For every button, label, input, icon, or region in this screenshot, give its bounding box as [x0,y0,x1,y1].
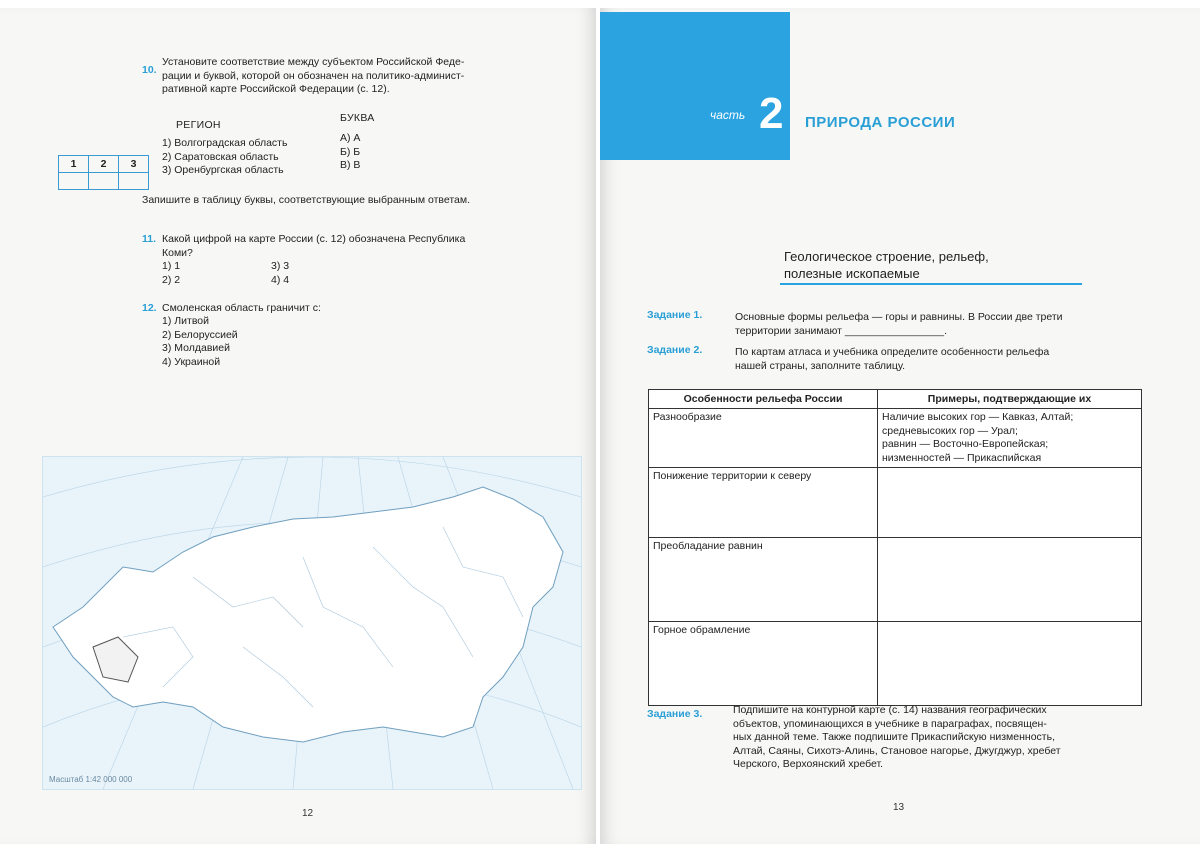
table-row [649,468,1142,538]
q11-text [162,233,465,260]
example-line: равнин — Восточно-Европейская; [882,438,1049,450]
right-page [600,8,1200,844]
table-row [649,622,1142,706]
relief-answer-cell[interactable] [878,622,1142,706]
q10-region: 3) Оренбургская область [162,164,284,176]
q12-option: 1) Литвой [162,315,209,327]
answer-header: 2 [89,156,119,173]
task1-line: Основные формы рельефа — горы и равнины. В России две трети [735,311,1063,323]
q12-option: 2) Белоруссией [162,328,238,341]
q10-regions [162,137,287,178]
q10-letters [340,132,360,173]
q11-options-a [162,260,180,287]
q11-number: 11. [142,233,157,245]
q11-options-b [271,260,289,287]
relief-table [648,389,1142,706]
q10-line: рации и буквой, которой он обозначен на политико-админист- [162,69,465,82]
part-label: часть [710,108,746,122]
relief-feature: Горное обрамление [649,622,878,706]
task3-line: Алтай, Саяны, Сихотэ-Алинь, Становое нагорье, Джугджур, хребет [733,744,1061,757]
part-number: 2 [759,89,784,138]
q12-text: Смоленская область граничит с: [162,302,321,314]
answer-cell[interactable] [89,173,119,190]
section-title [784,248,1084,282]
q10-letter: В) В [340,159,361,171]
task3-line: ных данной теме. Также подпишите Прикаспийскую низменность, [733,731,1055,743]
q11-option: 1) 1 [162,260,181,272]
q10-instruction: Запишите в таблицу буквы, соответствующие выбранным ответам. [142,194,470,206]
left-page [0,8,596,844]
task2-label: Задание 2. [647,344,703,356]
section-title-line: Геологическое строение, рельеф, [784,249,989,264]
task3-line: Подпишите на контурной карте (с. 14) названия географических [733,704,1047,716]
russia-outline-map [42,456,582,790]
q10-col-region: РЕГИОН [176,119,221,131]
q12-options [162,315,238,369]
answer-header: 3 [119,156,149,173]
q11-option: 4) 4 [271,273,290,286]
q11-line: Какой цифрой на карте России (с. 12) обозначена Республика [162,233,466,245]
q10-region: 1) Волгоградская область [162,137,288,149]
example-line: средневысоких гор — Урал; [882,424,1018,437]
q11-option: 3) 3 [271,260,290,272]
answer-cell[interactable] [119,173,149,190]
answer-header: 1 [59,156,89,173]
example-line: Наличие высоких гор — Кавказ, Алтай; [882,411,1074,423]
q10-line: Установите соответствие между субъектом Российской Феде- [162,56,465,68]
task1-line: территории занимают _________________. [735,324,948,337]
page-number-right: 13 [893,802,905,813]
task1-label: Задание 1. [647,309,703,321]
task3-text [733,704,1061,772]
q10-col-letter: БУКВА [340,112,375,124]
relief-header-feature: Особенности рельефа России [649,390,878,409]
task2-line: По картам атласа и учебника определите особенности рельефа [735,346,1050,358]
relief-header-examples: Примеры, подтверждающие их [878,390,1142,409]
task2-text [735,346,1049,373]
q10-answer-table [58,155,149,190]
part-title: ПРИРОДА РОССИИ [805,114,956,131]
relief-answer-cell[interactable] [878,468,1142,538]
q10-number: 10. [142,64,157,76]
relief-examples [878,409,1142,468]
section-rule [780,283,1082,285]
task2-line: нашей страны, заполните таблицу. [735,359,905,372]
task3-line: объектов, упоминающихся в учебнике в параграфах, посвящен- [733,717,1047,730]
page-number-left: 12 [302,808,314,819]
q10-line: ративной карте Российской Федерации (с. 12). [162,83,390,95]
map-drawing [43,457,581,789]
q12-number: 12. [142,302,157,314]
q12-option: 4) Украиной [162,355,221,368]
example-line: низменностей — Прикаспийская [882,451,1042,464]
task3-line: Черского, Верхоянский хребет. [733,758,884,770]
table-row [649,409,1142,468]
task3-label: Задание 3. [647,708,703,720]
q12-option: 3) Молдавией [162,342,230,354]
q10-letter: Б) Б [340,145,361,158]
answer-cell[interactable] [59,173,89,190]
q11-line: Коми? [162,246,193,259]
q10-letter: А) А [340,132,361,144]
relief-feature: Разнообразие [649,409,878,468]
relief-feature: Понижение территории к северу [649,468,878,538]
relief-feature: Преобладание равнин [649,538,878,622]
map-scale: Масштаб 1:42 000 000 [49,775,133,784]
task1-text [735,311,1063,338]
q10-region: 2) Саратовская область [162,150,279,163]
q10-text [162,56,464,97]
relief-answer-cell[interactable] [878,538,1142,622]
section-title-line: полезные ископаемые [784,266,920,281]
q11-option: 2) 2 [162,273,181,286]
table-row [649,538,1142,622]
